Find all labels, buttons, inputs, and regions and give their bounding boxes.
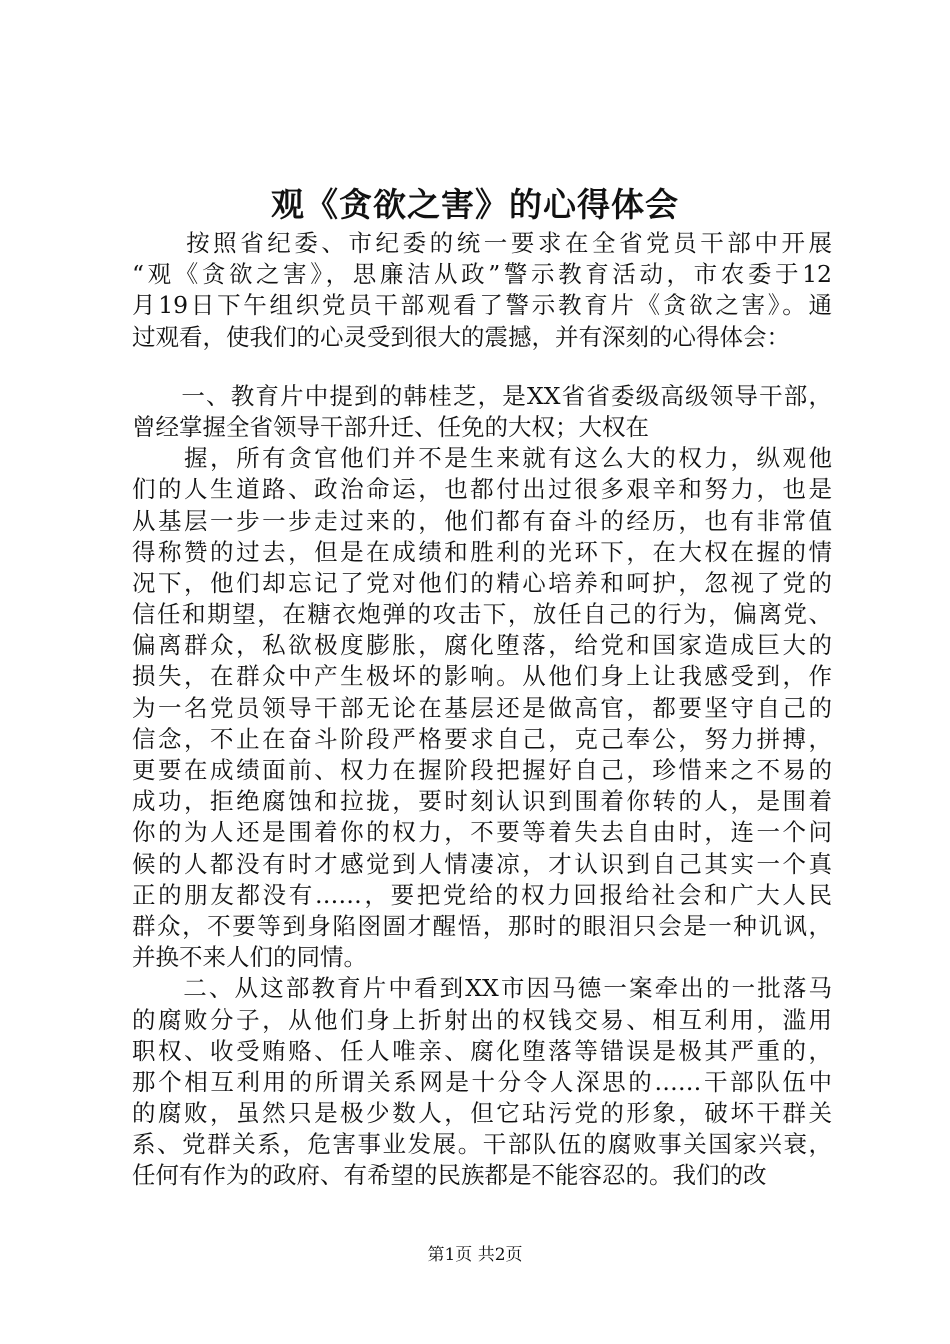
body-line: 成功，拒绝腐蚀和拉拢，要时刻认识到围着你转的人，是围着: [132, 787, 832, 816]
body-line: 那个相互利用的所谓关系网是十分令人深思的……干部队伍中: [132, 1067, 832, 1096]
body-line: 过观看，使我们的心灵受到很大的震撼，并有深刻的心得体会：: [132, 322, 790, 351]
body-line: 你的为人还是围着你的权力，不要等着失去自由时，连一个问: [132, 818, 832, 847]
body-line: 系、党群关系，危害事业发展。干部队伍的腐败事关国家兴衰，: [132, 1130, 832, 1159]
body-line: 信念，不止在奋斗阶段严格要求自己，克己奉公，努力拼搏，: [132, 724, 832, 753]
body-line: 的腐败，虽然只是极少数人，但它玷污党的形象，破坏干群关: [132, 1099, 832, 1128]
body-line: 握，所有贪官他们并不是生来就有这么大的权力，纵观他: [132, 444, 832, 473]
body-line: 曾经掌握全省领导干部升迁、任免的大权；大权在: [132, 412, 649, 441]
body-line: 月19日下午组织党员干部观看了警示教育片《贪欲之害》。通: [132, 291, 832, 320]
body-line: 二、从这部教育片中看到XX市因马德一案牵出的一批落马: [132, 974, 832, 1003]
body-line: 正的朋友都没有……，要把党给的权力回报给社会和广大人民: [132, 880, 832, 909]
document-body: [132, 228, 832, 1192]
body-line: 更要在成绩面前、权力在握阶段把握好自己，珍惜来之不易的: [132, 756, 832, 784]
body-line: 况下，他们却忘记了党对他们的精心培养和呵护，忽视了党的: [132, 568, 832, 597]
body-line: 为一名党员领导干部无论在基层还是做高官，都要坚守自己的: [132, 693, 832, 722]
body-line: 一、教育片中提到的韩桂芝，是XX省省委级高级领导干部，: [132, 381, 832, 410]
body-line: 损失，在群众中产生极坏的影响。从他们身上让我感受到，作: [132, 662, 832, 691]
body-line: 并换不来人们的同情。: [132, 943, 367, 972]
body-line: 从基层一步一步走过来的，他们都有奋斗的经历，也有非常值: [132, 506, 832, 535]
body-line: 按照省纪委、市纪委的统一要求在全省党员干部中开展: [132, 229, 832, 257]
body-line: 偏离群众，私欲极度膨胀，腐化堕落，给党和国家造成巨大的: [132, 631, 832, 660]
body-line: 得称赞的过去，但是在成绩和胜利的光环下，在大权在握的情: [132, 537, 832, 566]
body-line: “观《贪欲之害》，思廉洁从政”警示教育活动，市农委于12: [132, 260, 832, 289]
body-line: 任何有作为的政府、有希望的民族都是不能容忍的。我们的改: [132, 1161, 767, 1190]
body-line: 们的人生道路、政治命运，也都付出过很多艰辛和努力，也是: [132, 475, 832, 504]
body-line: 信任和期望，在糖衣炮弹的攻击下，放任自己的行为，偏离党、: [132, 600, 832, 629]
document-title: 观《贪欲之害》的心得体会: [271, 185, 679, 224]
body-line: 职权、收受贿赂、任人唯亲、腐化堕落等错误是极其严重的，: [132, 1036, 832, 1065]
blank-line: [132, 353, 832, 381]
body-line: 群众，不要等到身陷囹圄才醒悟，那时的眼泪只会是一种讥讽，: [132, 911, 832, 940]
body-line: 的腐败分子，从他们身上折射出的权钱交易、相互利用，滥用: [132, 1005, 832, 1034]
body-line: 候的人都没有时才感觉到人情凄凉，才认识到自己其实一个真: [132, 849, 832, 878]
page-footer: 第1页 共2页: [427, 1245, 523, 1265]
